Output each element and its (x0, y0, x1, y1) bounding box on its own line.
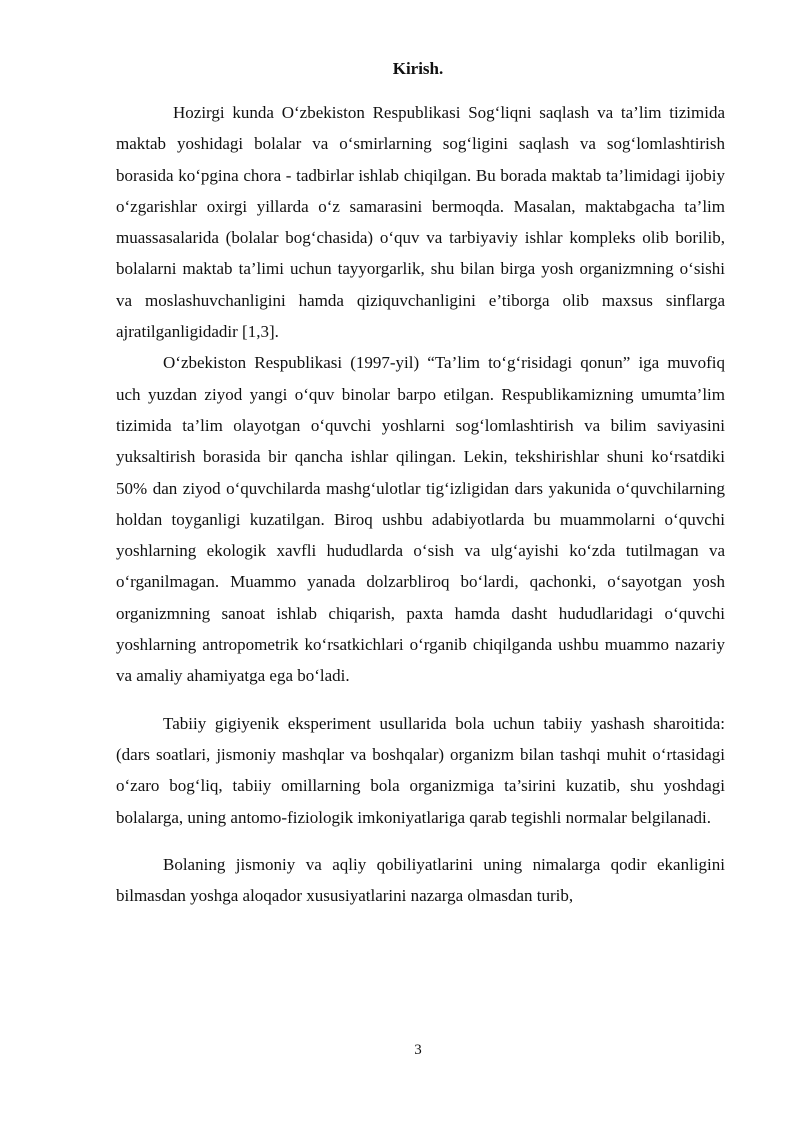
paragraph-4: Bolaning jismoniy va aqliy qobiliyatlarini uning nimalarga qodir ekanligini bilmasdan yoshga aloqador xususiyatlarini nazarga olmasdan turib, (116, 854, 725, 906)
page-title: Kirish. (392, 59, 444, 78)
paragraph-3: Tabiiy gigiyenik eksperiment usullarida bola uchun tabiiy yashash sharoitida: (dars soatlari, jismoniy mashqlar va boshqalar) organizm bilan tashqi muhit o‘rtasidagi o‘zaro bog‘liq, tabiiy omillarning bola organizmiga ta’sirini kuzatib, shu yoshdagi bolalarga, uning antomo-fiziologik imkoniyatlariga qarab tegishli normalar belgilanadi. (116, 713, 725, 827)
page-number: 3 (414, 1042, 422, 1058)
paragraph-1: Hozirgi kunda O‘zbekiston Respublikasi Sog‘liqni saqlash va ta’lim tizimida maktab yoshidagi bolalar va o‘smirlarning sog‘ligini saqlash va sog‘lomlashtirish borasida ko‘pgina chora - tadbirlar ishlab chiqilgan. Bu borada maktab ta’limidagi ijobiy o‘zgarishlar oxirgi yillarda o‘z samarasini bermoqda. Masalan, maktabgacha ta’lim muassasalarida (bolalar bog‘chasida) o‘quv va tarbiyaviy ishlar kompleks olib borilib, bolalarni maktab ta’limi uchun tayyorgarlik, shu bilan birga yosh organizmning o‘sishi va moslashuvchanligini hamda qiziquvchanligini e’tiborga olib maxsus sinflarga ajratilganligidadir [1,3]. (116, 103, 725, 342)
paragraph-2: O‘zbekiston Respublikasi (1997-yil) “Ta’lim to‘g‘risidagi qonun” iga muvofiq uch yuzdan ziyod yangi o‘quv binolar barpo etilgan. Respublikamizning umumta’lim tizimida ta’lim olayotgan o‘quvchi yoshlarni sog‘lomlashtirish va bilim saviyasini yuksaltirish borasida bir qancha ishlar qilingan. Lekin, tekshirishlar shuni ko‘rsatdiki 50% dan ziyod o‘quvchilarda mashg‘ulotlar tig‘izligidan dars yakunida o‘quvchilarning holdan toyganligi kuzatilgan. Biroq ushbu adabiyotlarda bu muammolarni o‘quvchi yoshlarning ekologik xavfli hududlarda o‘sish va ulg‘ayishi ko‘zda tutilmagan va o‘rganilmagan. Muammo yanada dolzarbliroq bo‘lardi, qachonki, o‘sayotgan yosh organizmning sanoat ishlab chiqarish, paxta hamda dasht hududlaridagi o‘quvchi yoshlarning antropometrik ko‘rsatkichlari o‘rganib chiqilganda ushbu muammo nazariy va amaliy ahamiyatga ega bo‘ladi. (116, 353, 725, 686)
body-text (116, 97, 725, 911)
